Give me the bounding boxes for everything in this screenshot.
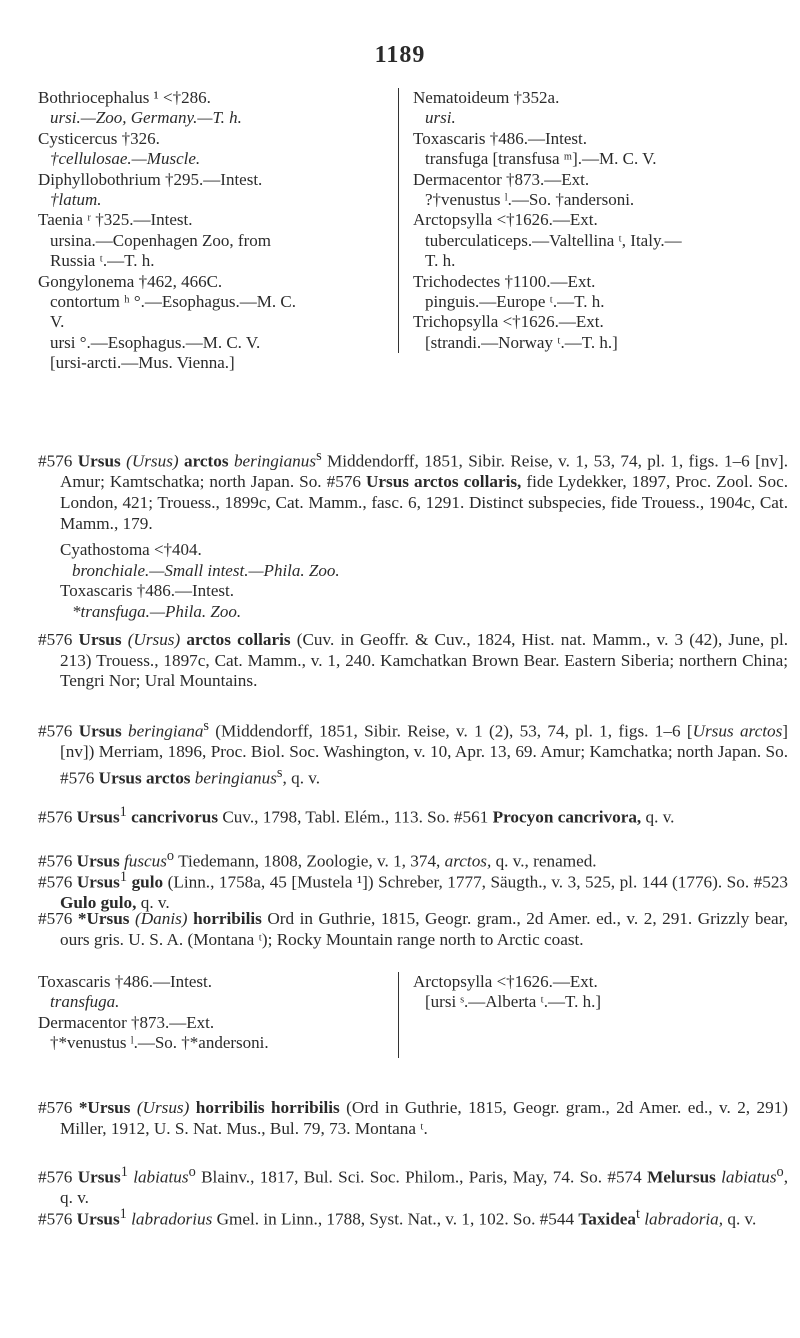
entry-bold-text: Procyon cancrivora, <box>492 807 642 827</box>
list-line: Cysticercus †326. <box>38 128 160 148</box>
entry-number: #576 <box>38 1209 73 1229</box>
entry-species: horribilis horribilis <box>195 1098 340 1117</box>
list-line: V. <box>50 312 65 332</box>
superscript: o <box>166 848 175 864</box>
entry-species: fuscus <box>123 851 167 871</box>
list-line: †latum. <box>50 190 102 210</box>
entry-bold-text: Ursus arctos collaris, <box>366 472 522 492</box>
list-line: Russia ᵗ.—T. h. <box>50 251 155 271</box>
entry-genus: Ursus <box>77 1167 121 1187</box>
entry-bold-text: Taxidea <box>578 1209 636 1229</box>
entry-text: , q. v. <box>282 768 321 788</box>
list-line: Toxascaris †486.—Intest. <box>60 581 234 601</box>
superscript: o <box>188 1164 196 1180</box>
entry-species: horribilis <box>193 909 262 928</box>
list-line: Nematoideum †352a. <box>413 88 560 107</box>
list-line: ?†venustus ˡ.—So. †andersoni. <box>425 190 635 210</box>
entry-text: Blainv., 1817, Bul. Sci. Soc. Philom., Paris, May, 74. So. #574 <box>195 1167 648 1187</box>
parasite-column-right <box>398 88 783 353</box>
page-number: 1189 <box>374 42 426 68</box>
entry-species: labradorius <box>131 1209 213 1229</box>
entry-subgenus: (Ursus) <box>127 630 181 649</box>
parasite-column-left <box>38 88 393 374</box>
entry-italic-text: labradoria, <box>639 1209 724 1229</box>
list-line: transfuga [transfusa ᵐ].—M. C. V. <box>425 149 657 169</box>
entry-text: q. v. <box>136 893 170 913</box>
parasite-list-cyathostoma <box>60 540 340 622</box>
entry-bold-text: Melursus <box>647 1167 716 1187</box>
list-line: Arctopsylla <†1626.—Ext. <box>413 210 598 230</box>
list-line: Dermacentor †873.—Ext. <box>413 169 590 189</box>
list-line: tuberculaticeps.—Valtellina ᵗ, Italy.— <box>425 230 682 250</box>
parasite-column-left <box>38 972 393 1054</box>
entry-subgenus: (Ursus) <box>126 451 179 471</box>
list-line: Taenia ʳ †325.—Intest. <box>38 210 193 230</box>
superscript: 1 <box>119 804 127 820</box>
entry-genus: Ursus <box>78 630 122 649</box>
list-line: ursi. <box>425 108 456 128</box>
parasite-list-top <box>38 88 770 436</box>
parasite-column-right <box>398 972 783 1058</box>
parasite-list-horribilis <box>38 972 770 1084</box>
entry-subgenus: (Danis) <box>135 909 188 928</box>
list-line: Cyathostoma <†404. <box>60 540 202 559</box>
entry-number: #576 <box>38 630 73 649</box>
entry-number: #576 <box>38 451 73 471</box>
entry-species: beringiana <box>127 721 204 741</box>
superscript: t <box>635 1206 640 1222</box>
entry-ursus-labradorius <box>38 1204 788 1230</box>
list-line: [ursi ˢ.—Alberta ᵗ.—T. h.] <box>425 992 602 1012</box>
list-line: [ursi-arcti.—Mus. Vienna.] <box>50 353 235 373</box>
list-line: ursi.—Zoo, Germany.—T. h. <box>50 108 242 128</box>
entry-number: #576 <box>38 1098 73 1117</box>
entry-genus: Ursus <box>77 451 121 471</box>
list-line: ursi °.—Esophagus.—M. C. V. <box>50 332 261 352</box>
superscript: 1 <box>119 1206 127 1222</box>
superscript: s <box>316 448 322 464</box>
entry-italic-text: beringianus <box>190 768 277 788</box>
entry-genus: *Ursus <box>77 909 130 928</box>
entry-ursus-beringiana <box>38 716 788 789</box>
entry-genus: *Ursus <box>78 1098 131 1117</box>
entry-bold-text: Gulo gulo, <box>60 893 137 913</box>
entry-text: Tiedemann, 1808, Zoologie, v. 1, 374, <box>174 851 445 871</box>
entry-text: Middendorff, 1851, Sibir. Reise, v. 1, 53, 74, pl. 1, figs. 1–6 [nv]. Amur; Kamtschatka; north Japan. So. #576 <box>60 451 789 492</box>
entry-genus: Ursus <box>78 721 122 741</box>
entry-number: #576 <box>38 909 73 928</box>
superscript: s <box>203 718 209 734</box>
entry-ursus-labiatus <box>38 1162 788 1209</box>
entry-species: cancrivorus <box>131 807 219 827</box>
superscript: s <box>276 764 283 781</box>
list-line: ursina.—Copenhagen Zoo, from <box>50 230 271 250</box>
entry-text: Ord in Guthrie, 1815, Geogr. gram., 2d Amer. ed., v. 2, 291. Grizzly bear, ours gris. U. S. A. (Montana ᵗ); Rocky Mountain range north to Arctic coast. <box>60 909 789 949</box>
entry-ursus-horribilis-horribilis <box>38 1098 788 1139</box>
entry-italic-text: labiatus <box>715 1167 777 1187</box>
superscript: 1 <box>120 1164 128 1180</box>
entry-text: q. v. <box>723 1209 757 1229</box>
entry-species: gulo <box>131 872 164 892</box>
entry-text: Cuv., 1798, Tabl. Elém., 113. So. #561 <box>218 807 493 827</box>
entry-species: labiatus <box>133 1167 189 1187</box>
entry-text: q. v., renamed. <box>491 851 597 871</box>
list-line: pinguis.—Europe ᵗ.—T. h. <box>425 292 605 312</box>
list-line: contortum ʰ °.—Esophagus.—M. C. <box>50 292 297 312</box>
list-line: †*venustus ˡ.—So. †*andersoni. <box>50 1033 269 1053</box>
list-line: Bothriocephalus ¹ <†286. <box>38 88 211 107</box>
entry-number: #576 <box>38 807 73 827</box>
entry-genus: Ursus <box>76 1209 120 1229</box>
list-line: Trichopsylla <†1626.—Ext. <box>413 312 604 332</box>
list-line: †cellulosae.—Muscle. <box>50 149 201 169</box>
list-line: Toxascaris †486.—Intest. <box>38 972 212 991</box>
entry-text: ] [nv]) Merriam, 1896, Proc. Biol. Soc. Washington, v. 10, Apr. 13, 69. Amur; Kamchatka; north Japan. So. #576 <box>60 721 789 788</box>
superscript: o <box>776 1164 784 1180</box>
entry-text: (Cuv. in Geoffr. & Cuv., 1824, Hist. nat. Mamm., v. 3 (42), June, pl. 213) Trouess., 1897c, Cat. Mamm., v. 1, 240. Kamchatkan Brown Bear. Eastern Siberia; northern China; Tengri Nor; Ural Mountains. <box>60 630 789 691</box>
list-line: transfuga. <box>50 992 120 1012</box>
entry-text: (Linn., 1758a, 45 [Mustela ¹]) Schreber, 1777, Säugth., v. 3, 525, pl. 144 (1776). So. #523 <box>163 872 789 892</box>
entry-number: #576 <box>38 851 73 871</box>
list-line: Gongylonema †462, 466C. <box>38 271 223 291</box>
list-line: Diphyllobothrium †295.—Intest. <box>38 169 263 189</box>
list-line: Trichodectes †1100.—Ext. <box>413 271 596 291</box>
entry-species: arctos collaris <box>186 630 291 649</box>
entry-text: (Middendorff, 1851, Sibir. Reise, v. 1 (2), 53, 74, pl. 1, figs. 1–6 [ <box>209 721 693 741</box>
entry-species: arctos <box>184 451 229 471</box>
entry-bold-text: Ursus arctos <box>98 768 191 788</box>
entry-ursus-cancrivorus <box>38 802 788 828</box>
entry-subspecies: beringianus <box>233 451 317 471</box>
entry-genus: Ursus <box>76 851 120 871</box>
entry-text: Gmel. in Linn., 1788, Syst. Nat., v. 1, 102. So. #544 <box>212 1209 579 1229</box>
entry-text: q. v. <box>641 807 675 827</box>
entry-ursus-arctos-beringianus <box>38 446 788 534</box>
entry-text: fide Lydekker, 1897, Proc. Zool. Soc. London, 421; Trouess., 1899c, Cat. Mamm., fasc. 6, 1291. Distinct subspecies, fide Trouess., 1904c, Cat. Mamm., 179. <box>60 472 788 533</box>
entry-number: #576 <box>38 872 73 892</box>
entry-number: #576 <box>38 1167 73 1187</box>
list-line: T. h. <box>425 251 456 271</box>
entry-subgenus: (Ursus) <box>136 1098 190 1117</box>
entry-ursus-gulo <box>38 867 788 914</box>
list-line: bronchiale.—Small intest.—Phila. Zoo. <box>72 560 340 580</box>
list-line: Arctopsylla <†1626.—Ext. <box>413 972 598 991</box>
entry-genus: Ursus <box>76 872 120 892</box>
entry-text: , q. v. <box>60 1167 788 1208</box>
entry-number: #576 <box>38 721 73 741</box>
entry-ursus-arctos-collaris <box>38 630 788 692</box>
entry-genus: Ursus <box>76 807 120 827</box>
entry-ursus-horribilis <box>38 909 788 950</box>
entry-italic-text: Ursus arctos <box>692 721 783 741</box>
list-line: Dermacentor †873.—Ext. <box>38 1012 215 1032</box>
entry-text: (Ord in Guthrie, 1815, Geogr. gram., 2d Amer. ed., v. 2, 291) Miller, 1912, U. S. Nat. Mus., Bul. 79, 73. Montana ᵗ. <box>60 1098 789 1138</box>
entry-italic-text: arctos, <box>444 851 492 871</box>
list-line: Toxascaris †486.—Intest. <box>413 128 587 148</box>
list-line: [strandi.—Norway ᵗ.—T. h.] <box>425 332 618 352</box>
superscript: 1 <box>119 869 128 885</box>
list-line: *transfuga.—Phila. Zoo. <box>72 601 242 621</box>
